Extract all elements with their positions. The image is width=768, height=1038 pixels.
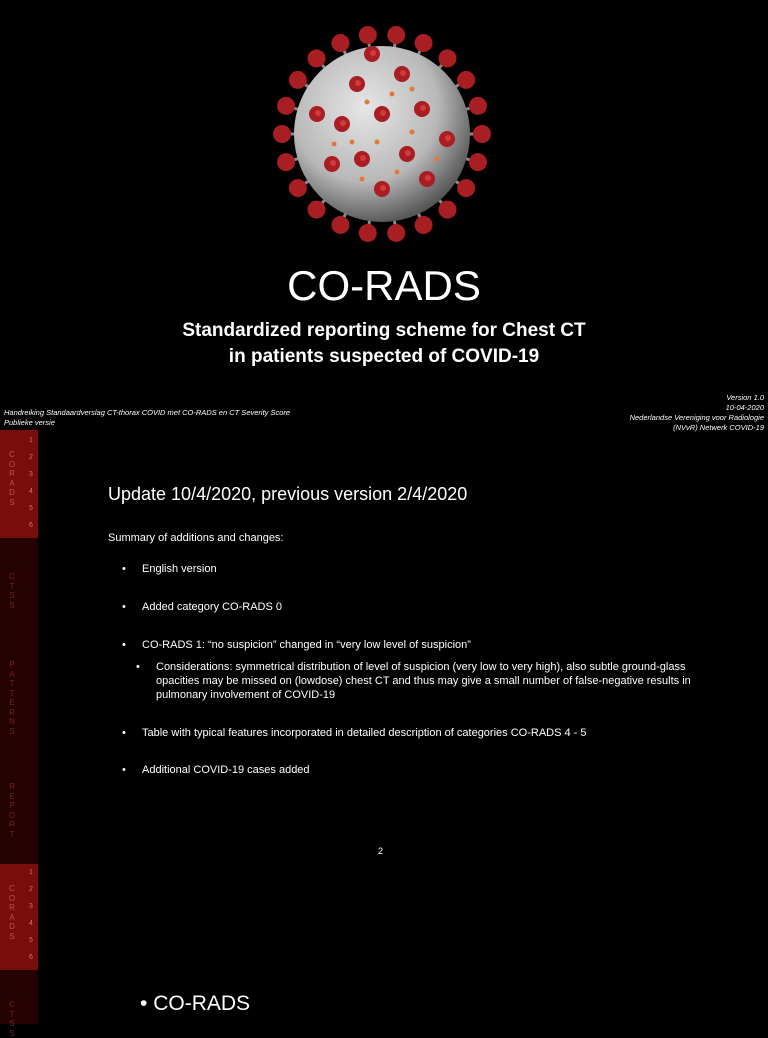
- meta-left-line: Publieke versie: [4, 418, 55, 427]
- virus-spike-head: [308, 201, 326, 219]
- bullet-icon: •: [136, 661, 140, 673]
- virus-protein-dot: [365, 100, 370, 105]
- sidebar-corads-section[interactable]: [0, 430, 38, 538]
- changes-list: [108, 562, 708, 777]
- meta-left-line: Handreiking Standaardverslag CT-thorax COVID met CO-RADS en CT Severity Score: [4, 408, 291, 417]
- virus-protein-dot: [395, 170, 400, 175]
- list-item: [108, 726, 708, 740]
- virus-illustration: [262, 14, 502, 254]
- bullet-icon: •: [122, 601, 126, 613]
- next-slide-item-text: CO-RADS: [153, 992, 251, 1015]
- virus-protein-dot: [390, 92, 395, 97]
- virus-spike-head: [457, 179, 475, 197]
- list-item-text: English version: [142, 563, 217, 575]
- sidebar-report-item[interactable]: REPORT: [8, 782, 16, 839]
- sidebar-number[interactable]: 5: [29, 505, 33, 512]
- virus-spike-head: [415, 216, 433, 234]
- virus-spike-head: [438, 201, 456, 219]
- next-slide-first-item: [140, 992, 250, 1016]
- virus-spike-head: [331, 216, 349, 234]
- sidebar-number[interactable]: 2: [29, 886, 33, 893]
- virus-spike-head: [277, 153, 295, 171]
- bullet-icon: •: [140, 992, 148, 1015]
- sidebar-number[interactable]: 4: [29, 920, 33, 927]
- virus-spike-highlight: [315, 110, 321, 116]
- sidebar-number[interactable]: 5: [29, 937, 33, 944]
- list-item-text: Added category CO-RADS 0: [142, 601, 283, 613]
- list-item-text: Additional COVID-19 cases added: [142, 764, 310, 776]
- virus-spike-head: [469, 153, 487, 171]
- sidebar-category-numbers[interactable]: [26, 864, 36, 966]
- bullet-icon: •: [122, 764, 126, 776]
- sidebar-corads-label: CORADS: [8, 450, 16, 507]
- virus-spike-head: [359, 224, 377, 242]
- sidebar-corads-section[interactable]: [0, 864, 38, 970]
- virus-spike-head: [277, 97, 295, 115]
- virus-spike-head: [273, 125, 291, 143]
- sidebar-patterns-item[interactable]: PATTERNS: [9, 660, 15, 736]
- sublist-item-text: Considerations: symmetrical distribution of level of suspicion (very low to very high), also subtle ground-glass opacities may be missed on (lowdose) chest CT and thus may give a small number of false-negative results in pulmonary involvement of COVID-19: [156, 661, 691, 701]
- bullet-icon: •: [122, 727, 126, 739]
- list-item: [108, 562, 708, 576]
- sidebar-number[interactable]: 4: [29, 488, 33, 495]
- virus-protein-dot: [350, 140, 355, 145]
- virus-spike-head: [438, 49, 456, 67]
- virus-spike-head: [359, 26, 377, 44]
- virus-spike-highlight: [360, 155, 366, 161]
- sidebar-lower-sections: [0, 970, 38, 1038]
- slide-heading: Update 10/4/2020, previous version 2/4/2020: [108, 484, 468, 504]
- sidebar-ctss-item[interactable]: CTSS: [9, 572, 15, 610]
- virus-spike-highlight: [420, 105, 426, 111]
- virus-spike-head: [289, 179, 307, 197]
- virus-protein-dot: [332, 142, 337, 147]
- virus-spike-highlight: [425, 175, 431, 181]
- sidebar-number[interactable]: 3: [29, 903, 33, 910]
- virus-spike-highlight: [355, 80, 361, 86]
- virus-protein-dot: [435, 157, 440, 162]
- virus-spike-head: [308, 49, 326, 67]
- virus-spike-highlight: [405, 150, 411, 156]
- list-item-text: CO-RADS 1: “no suspicion” changed in “very low level of suspicion”: [142, 639, 471, 651]
- virus-spike-highlight: [445, 135, 451, 141]
- virus-spike-highlight: [380, 185, 386, 191]
- sidebar-corads-label: CORADS: [8, 884, 16, 941]
- document-meta-right: [630, 393, 764, 433]
- sidebar-number[interactable]: 1: [29, 437, 33, 444]
- subtitle-line-1: Standardized reporting scheme for Chest CT: [182, 320, 586, 341]
- date-label: 10-04-2020: [725, 403, 764, 412]
- sidebar-number[interactable]: 1: [29, 869, 33, 876]
- version-label: Version 1.0: [726, 393, 764, 402]
- virus-spike-head: [415, 34, 433, 52]
- summary-intro: Summary of additions and changes:: [108, 532, 284, 544]
- sidebar-category-numbers[interactable]: [26, 432, 36, 534]
- sidebar-number[interactable]: 3: [29, 471, 33, 478]
- virus-spike-head: [473, 125, 491, 143]
- virus-spike-head: [457, 71, 475, 89]
- sidebar-number[interactable]: 6: [29, 522, 33, 529]
- presentation-title: CO-RADS: [287, 262, 481, 309]
- virus-spike-highlight: [340, 120, 346, 126]
- list-item: [108, 600, 708, 614]
- subtitle-line-2: in patients suspected of COVID-19: [228, 346, 540, 367]
- organisation-label: Nederlandse Vereniging voor Radiologie: [629, 413, 764, 422]
- virus-protein-dot: [375, 140, 380, 145]
- virus-spike-highlight: [380, 110, 386, 116]
- virus-spike-highlight: [370, 50, 376, 56]
- document-meta-left: [4, 408, 290, 428]
- virus-spike-highlight: [400, 70, 406, 76]
- list-item: [108, 660, 708, 702]
- virus-spike-head: [387, 224, 405, 242]
- bullet-icon: •: [122, 639, 126, 651]
- page-number: 2: [378, 846, 384, 856]
- virus-protein-dot: [410, 130, 415, 135]
- virus-spike-head: [387, 26, 405, 44]
- sublist-item: [108, 660, 708, 702]
- virus-spike-head: [289, 71, 307, 89]
- list-item: [108, 638, 708, 652]
- virus-spike-head: [469, 97, 487, 115]
- list-item-text: Table with typical features incorporated in detailed description of categories CO-RADS 4 - 5: [142, 727, 587, 739]
- sidebar-lower-sections: [0, 538, 38, 864]
- virus-spike-highlight: [330, 160, 336, 166]
- network-label: (NVvR) Netwerk COVID-19: [673, 423, 764, 432]
- bullet-icon: •: [122, 563, 126, 575]
- virus-protein-dot: [410, 87, 415, 92]
- sidebar-ctss-item[interactable]: CTSS: [9, 1000, 15, 1038]
- sidebar-number[interactable]: 2: [29, 454, 33, 461]
- virus-protein-dot: [360, 177, 365, 182]
- presentation-subtitle: [0, 318, 768, 370]
- sublist: [108, 660, 708, 702]
- sidebar-number[interactable]: 6: [29, 954, 33, 961]
- virus-spike-head: [331, 34, 349, 52]
- list-item: [108, 763, 708, 777]
